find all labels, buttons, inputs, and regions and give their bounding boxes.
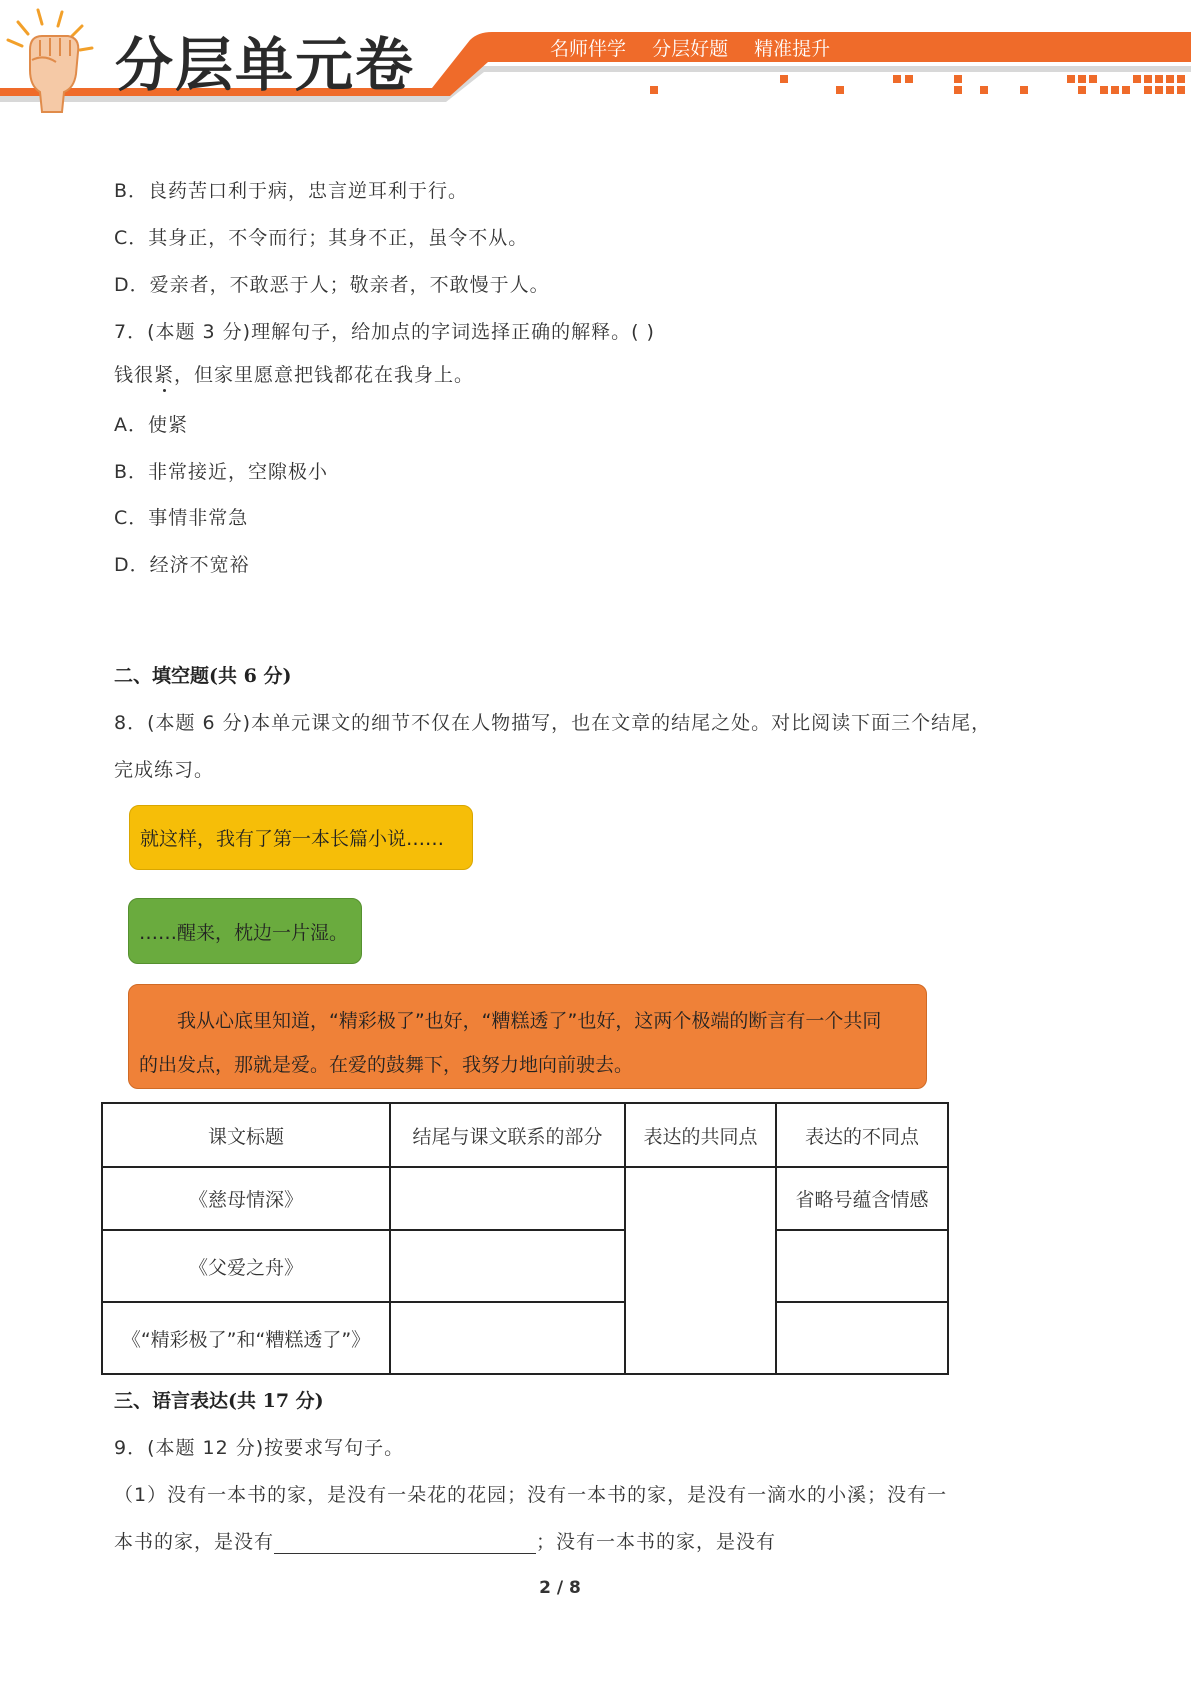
q8-stem-line1: 8．(本题 6 分)本单元课文的细节不仅在人物描写，也在文章的结尾之处。对比阅读下面三个结尾，	[114, 712, 992, 734]
q9-1-line1: （1）没有一本书的家，是没有一朵花的花园；没有一本书的家，是没有一滴水的小溪；没有一	[114, 1484, 948, 1506]
slogan-item: 分层好题	[652, 38, 729, 60]
q7-stem: 7．(本题 3 分)理解句子，给加点的字词选择正确的解释。( )	[114, 321, 655, 343]
table-header-cell: 课文标题	[102, 1103, 390, 1167]
ending-bubble-yellow: 就这样，我有了第一本长篇小说……	[129, 805, 473, 870]
ending-bubble-orange	[128, 984, 927, 1089]
ending-bubble-green: ……醒来，枕边一片湿。	[128, 898, 362, 964]
table-header-cell: 表达的不同点	[776, 1103, 948, 1167]
table-header-cell: 表达的共同点	[625, 1103, 776, 1167]
table-cell-title: 《慈母情深》	[102, 1167, 390, 1230]
table-row	[102, 1167, 948, 1230]
table-cell-link[interactable]	[390, 1302, 625, 1374]
q7-option-a: A．使紧	[114, 414, 188, 436]
table-cell-title: 《父爱之舟》	[102, 1230, 390, 1302]
q8-stem-line2: 完成练习。	[114, 759, 215, 781]
q9-stem: 9．(本题 12 分)按要求写句子。	[114, 1437, 405, 1459]
table-cell-diff: 省略号蕴含情感	[776, 1167, 948, 1230]
q9-1-text-a: 本书的家，是没有	[114, 1531, 275, 1553]
q9-1-text-b: ；没有一本书的家，是没有	[536, 1531, 777, 1553]
raised-fist-icon	[0, 0, 110, 120]
brand-title: 分层单元卷	[115, 31, 416, 99]
section3-title: 三、语言表达(共 17 分)	[114, 1390, 324, 1412]
q7-option-b: B．非常接近，空隙极小	[114, 461, 329, 483]
table-row	[102, 1302, 948, 1374]
page-number: 2 / 8	[539, 1578, 581, 1598]
table-cell-diff[interactable]	[776, 1302, 948, 1374]
q6-option-d: D．爱亲者，不敢恶于人；敬亲者，不敢慢于人。	[114, 274, 550, 296]
orange-bubble-line1: 我从心底里知道，“精彩极了”也好，“糟糕透了”也好，这两个极端的断言有一个共同	[177, 1010, 882, 1032]
q7-option-c: C．事情非常急	[114, 507, 249, 529]
q6-option-c: C．其身正，不令而行；其身不正，虽令不从。	[114, 227, 529, 249]
table-cell-title: 《“精彩极了”和“糟糕透了”》	[102, 1302, 390, 1374]
q7-sentence-after: ，但家里愿意把钱都花在我身上。	[174, 364, 475, 386]
q7-option-d: D．经济不宽裕	[114, 554, 250, 576]
section2-title: 二、填空题(共 6 分)	[114, 665, 292, 687]
q7-sentence-before: 钱很	[114, 364, 155, 386]
q7-sentence	[114, 360, 474, 387]
table-row	[102, 1230, 948, 1302]
q7-dotted-char: 紧	[154, 364, 175, 386]
table-cell-link[interactable]	[390, 1167, 625, 1230]
slogan-item: 精准提升	[754, 38, 831, 60]
answer-blank[interactable]	[274, 1535, 536, 1554]
header-slogan	[550, 34, 850, 61]
q6-option-b: B．良药苦口利于病，忠言逆耳利于行。	[114, 180, 469, 202]
slogan-item: 名师伴学	[550, 38, 627, 60]
table-cell-link[interactable]	[390, 1230, 625, 1302]
table-header-cell: 结尾与课文联系的部分	[390, 1103, 625, 1167]
q9-1-line2	[114, 1527, 776, 1554]
comparison-table	[101, 1102, 949, 1375]
table-header-row	[102, 1103, 948, 1167]
table-cell-diff[interactable]	[776, 1230, 948, 1302]
page-header	[0, 0, 1191, 120]
orange-bubble-line2: 的出发点，那就是爱。在爱的鼓舞下，我努力地向前驶去。	[139, 1054, 634, 1076]
table-cell-common[interactable]	[625, 1167, 776, 1374]
